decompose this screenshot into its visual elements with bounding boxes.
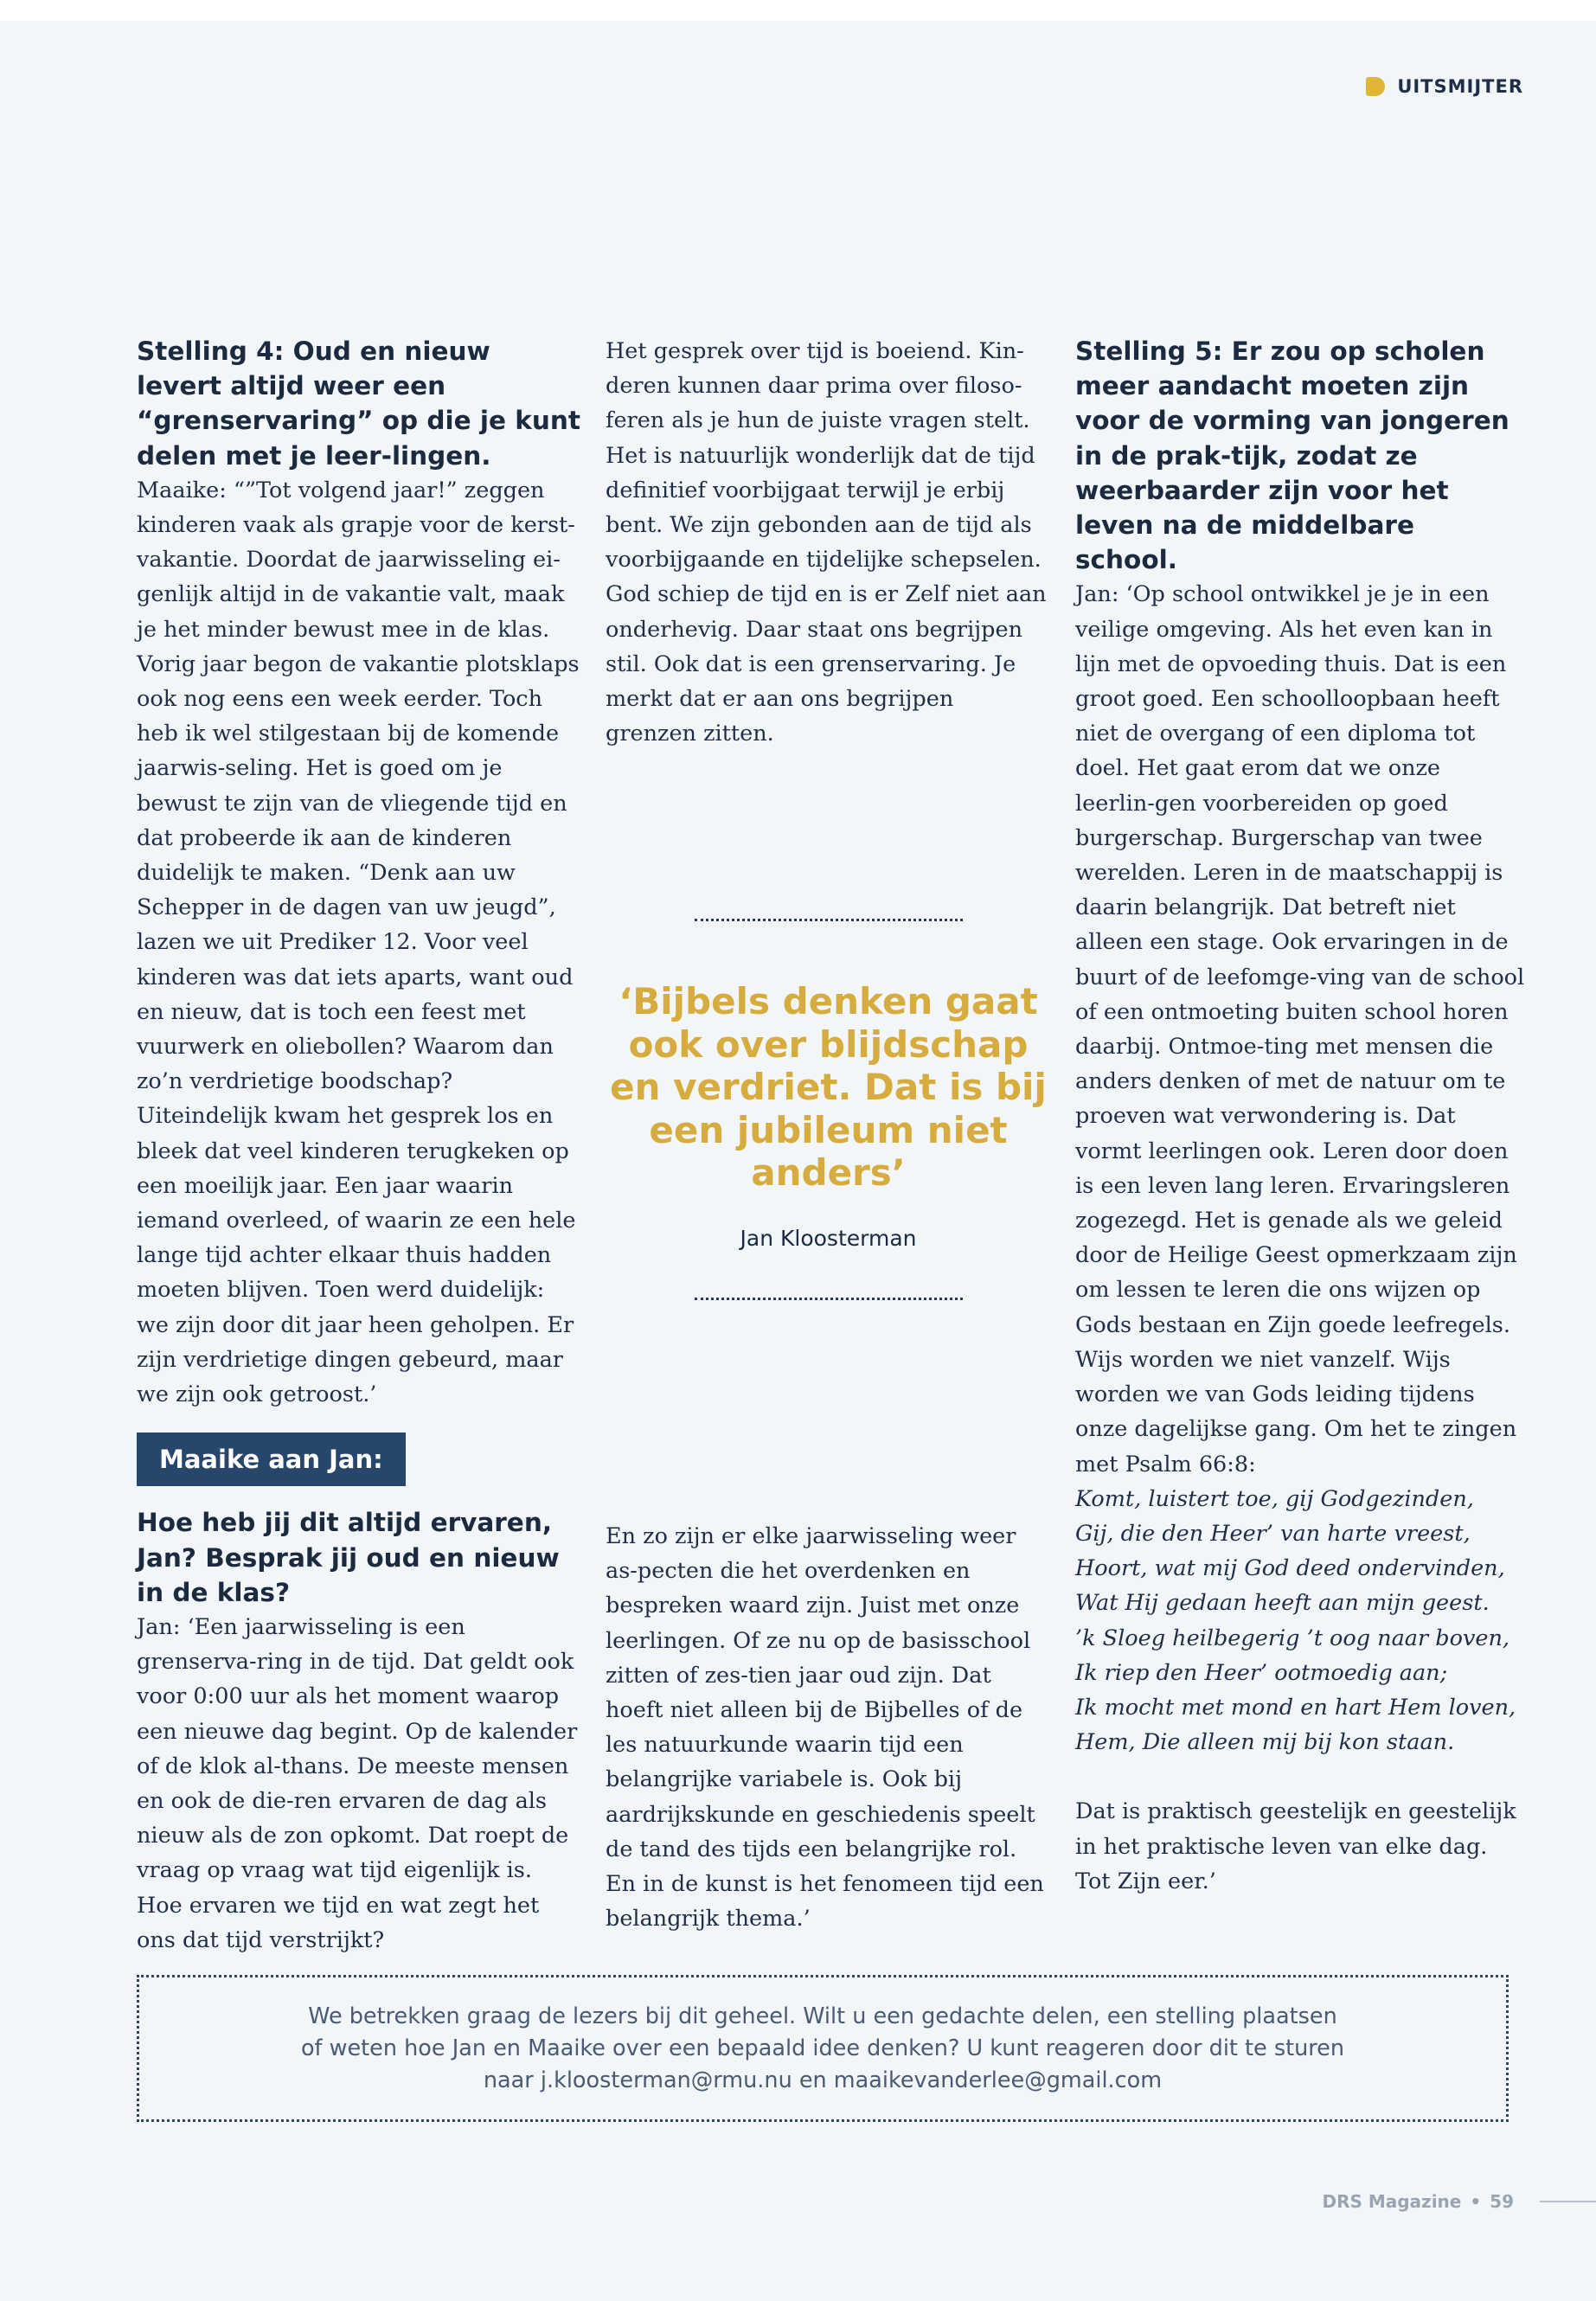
footer-separator: • (1470, 2191, 1482, 2212)
poem-line: Komt, luistert toe, gij Godgezinden, (1075, 1485, 1474, 1512)
pull-quote-author: Jan Kloosterman (740, 1225, 917, 1251)
poem-line: Gij, die den Heer’ van harte vreest, (1075, 1520, 1471, 1547)
poem-line: Ik riep den Heer’ ootmoedig aan; (1075, 1659, 1448, 1686)
reader-callout-box (137, 1975, 1509, 2122)
maaike-aan-jan-label: Maaike aan Jan: (137, 1433, 406, 1486)
psalm-poem (1075, 1482, 1525, 1760)
poem-line: Hoort, wat mij God deed ondervinden, (1075, 1555, 1505, 1582)
maaike-answer-paragraph: Maaike: “”Tot volgend jaar!” zeggen kinderen vaak als grapje voor de kerst-vakantie. Doordat de jaarwisseling ei-genlijk altijd in de vakantie valt, maak je het minder bewust mee in de klas. Vorig jaar begon de vakantie plotsklaps ook nog eens een week eerder. Toch heb ik wel stilgestaan bij de komende jaarwis-seling. Het is goed om je bewust te zijn van de vliegende tijd en dat probeerde ik aan de kinderen duidelijk te maken. “Denk aan uw Schepper in de dagen van uw jeugd”, lazen we uit Prediker 12. Voor veel kinderen was dat iets aparts, want oud en nieuw, dat is toch een feest met vuurwerk en oliebollen? Waarom dan zo’n verdrietige boodschap? Uiteindelijk kwam het gesprek los en bleek dat veel kinderen terugkeken op een moeilijk jaar. Een jaar waarin iemand overleed, of waarin ze een hele lange tijd achter elkaar thuis hadden moeten blijven. Toen werd duidelijk: we zijn door dit jaar heen geholpen. Er zijn verdrietige dingen gebeurd, maar we zijn ook getroost.’ (137, 477, 580, 1408)
poem-line: Hem, Die alleen mij bij kon staan. (1075, 1729, 1455, 1756)
quote-divider-bottom (695, 1298, 963, 1300)
quote-divider-top (695, 919, 963, 921)
poem-line: ’k Sloeg heilbegerig ’t oog naar boven, (1075, 1625, 1510, 1651)
pull-quote (606, 919, 1051, 1300)
article-column-2-continued (606, 1519, 1051, 1936)
section-tag (1366, 76, 1523, 97)
jan-school-paragraph: Jan: ‘Op school ontwikkel je je in een veilige omgeving. Als het even kan in lijn met de opvoeding thuis. Dat is een groot goed. Een schoolloopbaan heeft niet de overgang of een diploma tot doel. Het gaat erom dat we onze leerlin-gen voorbereiden op goed burgerschap. Burgerschap van twee werelden. Leren in de maatschappij is daarin belangrijk. Dat betreft niet alleen een stage. Ook ervaringen in de buurt of de leefomge-ving van de school of een ontmoeting buiten school horen daarbij. Ontmoe-ting met mensen die anders denken of met de natuur om te proeven wat verwondering is. Dat vormt leerlingen ook. Leren door doen is een leven lang leren. Ervaringsleren zogezegd. Het is genade als we geleid door de Heilige Geest opmerkzaam zijn om lessen te leren die ons wijzen op Gods bestaan en Zijn goede leefregels. Wijs worden we niet vanzelf. Wijs worden we van Gods leiding tijdens onze dagelijkse gang. Om het te zingen met Psalm 66:8: (1075, 581, 1525, 1477)
article-column-3 (1075, 334, 1525, 1899)
pull-quote-text: ‘Bijbels denken gaat ook over blijdschap en verdriet. Dat is bij een jubileum niet anders’ (610, 980, 1047, 1194)
jaarwisseling-paragraph: En zo zijn er elke jaarwisseling weer as-pecten die het overdenken en bespreken waard zijn. Juist met onze leerlingen. Of ze nu op de basisschool zitten of zes-tien jaar oud zijn. Dat hoeft niet alleen bij de Bijbelles of de les natuurkunde waarin tijd een belangrijke variabele is. Ook bij aardrijkskunde en geschiedenis speelt de tand des tijds een belangrijke rol. En in de kunst is het fenomeen tijd een belangrijk thema.’ (606, 1523, 1044, 1932)
callout-line: naar j.kloosterman@rmu.nu en maaikevanderlee@gmail.com (483, 2067, 1163, 2093)
poem-line: Ik mocht met mond en hart Hem loven, (1075, 1694, 1516, 1721)
stelling-4-heading: Stelling 4: Oud en nieuw levert altijd weer een “grenservaring” op die je kunt delen met je leer-lingen. (137, 336, 581, 471)
page-top-band (0, 0, 1596, 21)
poem-line: Wat Hij gedaan heeft aan mijn geest. (1075, 1590, 1490, 1617)
article-column-2 (606, 334, 1051, 751)
time-conversation-paragraph: Het gesprek over tijd is boeiend. Kin-deren kunnen daar prima over filoso-feren als je hun de juiste vragen stelt. Het is natuurlijk wonderlijk dat de tijd definitief voorbijgaat terwijl je erbij bent. We zijn gebonden aan de tijd als voorbijgaande en tijdelijke schepselen. God schiep de tijd en is er Zelf niet aan onderhevig. Daar staat ons begrijpen stil. Ook dat is een grenservaring. Je merkt dat er aan ons begrijpen grenzen zitten. (606, 338, 1047, 747)
closing-paragraph: Dat is praktisch geestelijk en geestelijk in het praktische leven van elke dag. Tot Zijn eer.’ (1075, 1798, 1516, 1894)
jan-answer-paragraph: Jan: ‘Een jaarwisseling is een grenserva-ring in de tijd. Dat geldt ook voor 0:00 uur als het moment waarop een nieuwe dag begint. Op de kalender of de klok al-thans. De meeste mensen en ook de die-ren ervaren de dag als nieuw als de zon opkomt. Dat roept de vraag op vraag wat tijd eigenlijk is. Hoe ervaren we tijd en wat zegt het ons dat tijd verstrijkt? (137, 1613, 578, 1953)
magazine-name: DRS Magazine (1322, 2191, 1462, 2212)
page-number: 59 (1490, 2191, 1514, 2212)
section-bullet-icon (1366, 77, 1385, 96)
question-to-jan-heading: Hoe heb jij dit altijd ervaren, Jan? Besprak jij oud en nieuw in de klas? (137, 1508, 560, 1607)
callout-line: We betrekken graag de lezers bij dit geheel. Wilt u een gedachte delen, een stelling plaatsen (308, 2003, 1337, 2029)
page-footer (1322, 2191, 1596, 2212)
footer-rule (1540, 2201, 1596, 2202)
section-label: UITSMIJTER (1397, 76, 1523, 97)
stelling-5-heading: Stelling 5: Er zou op scholen meer aandacht moeten zijn voor de vorming van jongeren in de prak-tijk, zodat ze weerbaarder zijn voor het leven na de middelbare school. (1075, 336, 1509, 575)
callout-line: of weten hoe Jan en Maaike over een bepaald idee denken? U kunt reageren door dit te sturen (300, 2035, 1345, 2061)
article-column-1 (137, 334, 582, 1958)
